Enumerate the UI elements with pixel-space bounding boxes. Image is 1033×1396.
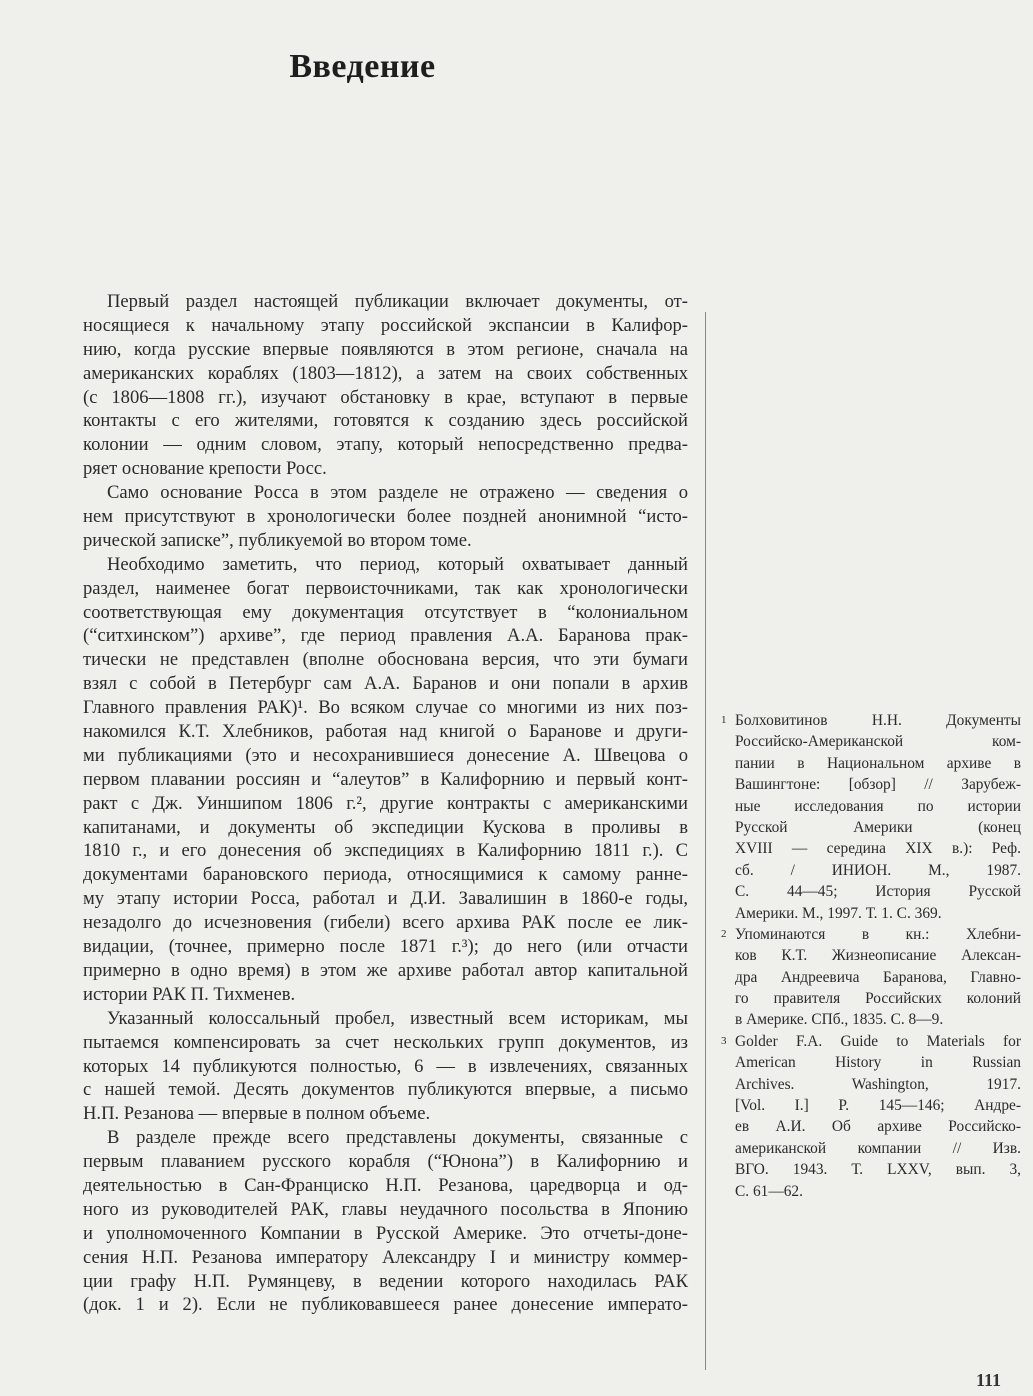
- footnote-line: Российско-Американской ком-: [735, 733, 1021, 751]
- text-line: ми публикациями (это и несохранившиеся донесение А. Швецова о: [83, 744, 688, 766]
- page-number: 111: [976, 1370, 1002, 1390]
- text-line: незадолго до исчезновения (гибели) всего архива РАК после ее лик-: [83, 912, 688, 934]
- footnote-number: 2: [721, 927, 727, 940]
- text-line: взял с собой в Петербург сам А.А. Баранов и они попали в архив: [83, 673, 688, 695]
- text-line: Указанный колоссальный пробел, известный всем историкам, мы: [107, 1007, 688, 1029]
- footnote-line: XVIII — середина XIX в.): Реф.: [735, 840, 1021, 858]
- text-line: ного из руководителей РАК, главы неудачного посольства в Японию: [83, 1198, 688, 1220]
- text-line: истории РАК П. Тихменев.: [83, 983, 296, 1005]
- footnote-line: Америки. М., 1997. Т. 1. С. 369.: [735, 904, 942, 922]
- page-title: Введение: [289, 48, 436, 85]
- text-line: накомился К.Т. Хлебников, работая над книгой о Баранове и други-: [83, 721, 688, 743]
- text-line: ции графу Н.П. Румянцеву, в ведении которого находилась РАК: [83, 1270, 688, 1292]
- text-line: деятельностью в Сан-Франциско Н.П. Резанова, царедворца и од-: [83, 1174, 688, 1196]
- footnote-line: Упоминаются в кн.: Хлебни-: [735, 925, 1021, 943]
- footnote-line: ков К.Т. Жизнеописание Алексан-: [735, 947, 1021, 965]
- text-line: ряет основание крепости Росс.: [83, 458, 327, 480]
- paragraph: [83, 1007, 688, 1126]
- footnote-line: ВГО. 1943. Т. LXXV, вып. 3,: [735, 1161, 1021, 1179]
- footnotes: [721, 710, 1021, 1202]
- text-line: (с 1806—1808 гг.), изучают обстановку в крае, вступают в первые: [83, 386, 688, 408]
- footnote-line: Болховитинов Н.Н. Документы: [735, 712, 1021, 729]
- text-line: которых 14 публикуются полностью, 6 — в извлечениях, связанных: [83, 1055, 688, 1077]
- text-line: документами барановского периода, относящимися к самому ранне-: [83, 864, 688, 886]
- text-line: Н.П. Резанова — впервые в полном объеме.: [83, 1103, 431, 1125]
- text-line: носящиеся к начальному этапу российской экспансии в Калифор-: [83, 314, 688, 336]
- footnote-line: ев А.И. Об архиве Российско-: [735, 1118, 1021, 1136]
- footnote-line: го правителя Российских колоний: [735, 990, 1021, 1008]
- text-line: контакты с его жителями, готовятся к созданию здесь российской: [83, 410, 688, 432]
- text-line: американских кораблях (1803—1812), а затем на своих собственных: [83, 362, 688, 384]
- text-line: тически не представлен (вполне обоснована версия, что эти бумаги: [83, 649, 688, 671]
- text-line: с нашей темой. Десять документов публикуются впервые, а письмо: [83, 1079, 688, 1101]
- footnote-number: 1: [721, 714, 727, 726]
- footnote-line: С. 61—62.: [735, 1182, 803, 1200]
- footnote-line: Вашингтоне: [обзор] // Зарубеж-: [735, 776, 1021, 794]
- footnote: [721, 924, 1021, 1031]
- text-line: сения Н.П. Резанова императору Александру I и министру коммер-: [83, 1246, 688, 1268]
- footnote: [721, 1031, 1021, 1202]
- paragraph: [83, 481, 688, 553]
- text-line: Первый раздел настоящей публикации включает документы, от-: [107, 291, 688, 312]
- text-line: ракт с Дж. Уиншипом 1806 г.², другие контракты с американскими: [83, 792, 688, 814]
- footnote: [721, 710, 1021, 924]
- footnote-line: Archives. Washington, 1917.: [735, 1075, 1021, 1093]
- text-line: колонии — одним словом, этапу, который непосредственно предва-: [83, 434, 688, 456]
- footnote-line: American History in Russian: [735, 1054, 1021, 1072]
- paragraph: [83, 553, 688, 1007]
- text-line: и уполномоченного Компании в Русской Америке. Это отчеты-доне-: [83, 1222, 688, 1244]
- footnote-line: сб. / ИНИОН. М., 1987.: [735, 861, 1021, 879]
- text-line: капитанами, и документы об экспедиции Кускова в проливы в: [83, 816, 688, 838]
- paragraph: [83, 290, 688, 481]
- column-divider: [705, 312, 706, 1370]
- text-line: нем присутствуют в хронологически более поздней анонимной “исто-: [83, 506, 688, 528]
- text-line: первым плаванием русского корабля (“Юнона”) в Калифорнию и: [83, 1151, 688, 1173]
- text-line: первом плавании россиян и “алеутов” в Калифорнию и первый конт-: [83, 768, 688, 790]
- text-line: Необходимо заметить, что период, который охватывает данный: [107, 553, 688, 575]
- text-line: Главного правления РАК)¹. Во всяком случае со многими из них поз-: [83, 697, 688, 719]
- footnote-line: С. 44—45; История Русской: [735, 883, 1021, 901]
- text-line: В разделе прежде всего представлены документы, связанные с: [107, 1127, 688, 1149]
- paragraph: [83, 1126, 688, 1317]
- footnote-line: дра Андреевича Баранова, Главно-: [735, 968, 1021, 986]
- footnote-line: ные исследования по истории: [735, 797, 1021, 815]
- text-line: примерно в одно время) в этом же архиве работал автор капитальной: [83, 959, 688, 981]
- text-line: пытаемся компенсировать за счет нескольких групп документов, из: [83, 1031, 688, 1053]
- footnote-line: американской компании // Изв.: [735, 1139, 1021, 1157]
- main-text: [83, 290, 688, 1317]
- text-line: видации, (точнее, примерно после 1871 г.³); до него (или отчасти: [83, 936, 688, 958]
- footnote-line: Русской Америки (конец: [735, 818, 1021, 836]
- text-line: нию, когда русские впервые появляются в этом регионе, сначала на: [83, 338, 688, 360]
- text-line: (док. 1 и 2). Если не публиковавшееся ранее донесение императо-: [83, 1294, 688, 1316]
- footnote-line: в Америке. СПб., 1835. С. 8—9.: [735, 1011, 944, 1029]
- footnote-line: Golder F.A. Guide to Materials for: [735, 1032, 1021, 1050]
- footnote-number: 3: [721, 1034, 727, 1047]
- text-line: рической записке”, публикуемой во втором томе.: [83, 529, 472, 551]
- text-line: Само основание Росса в этом разделе не отражено — сведения о: [107, 482, 688, 504]
- text-line: (“ситхинском”) архиве”, где период правления А.А. Баранова прак-: [83, 625, 688, 647]
- text-line: соответствующая ему документация отсутствует в “колониальном: [83, 601, 688, 623]
- text-line: му этапу истории Росса, работал и Д.И. Завалишин в 1860-е годы,: [83, 888, 688, 910]
- footnote-line: [Vol. I.] P. 145—146; Андре-: [735, 1097, 1021, 1115]
- text-line: 1810 г., и его донесения об экспедициях в Калифорнию 1811 г.). С: [83, 840, 688, 862]
- footnote-line: пании в Национальном архиве в: [735, 754, 1021, 772]
- text-line: раздел, наименее богат первоисточниками, так как хронологически: [83, 577, 688, 599]
